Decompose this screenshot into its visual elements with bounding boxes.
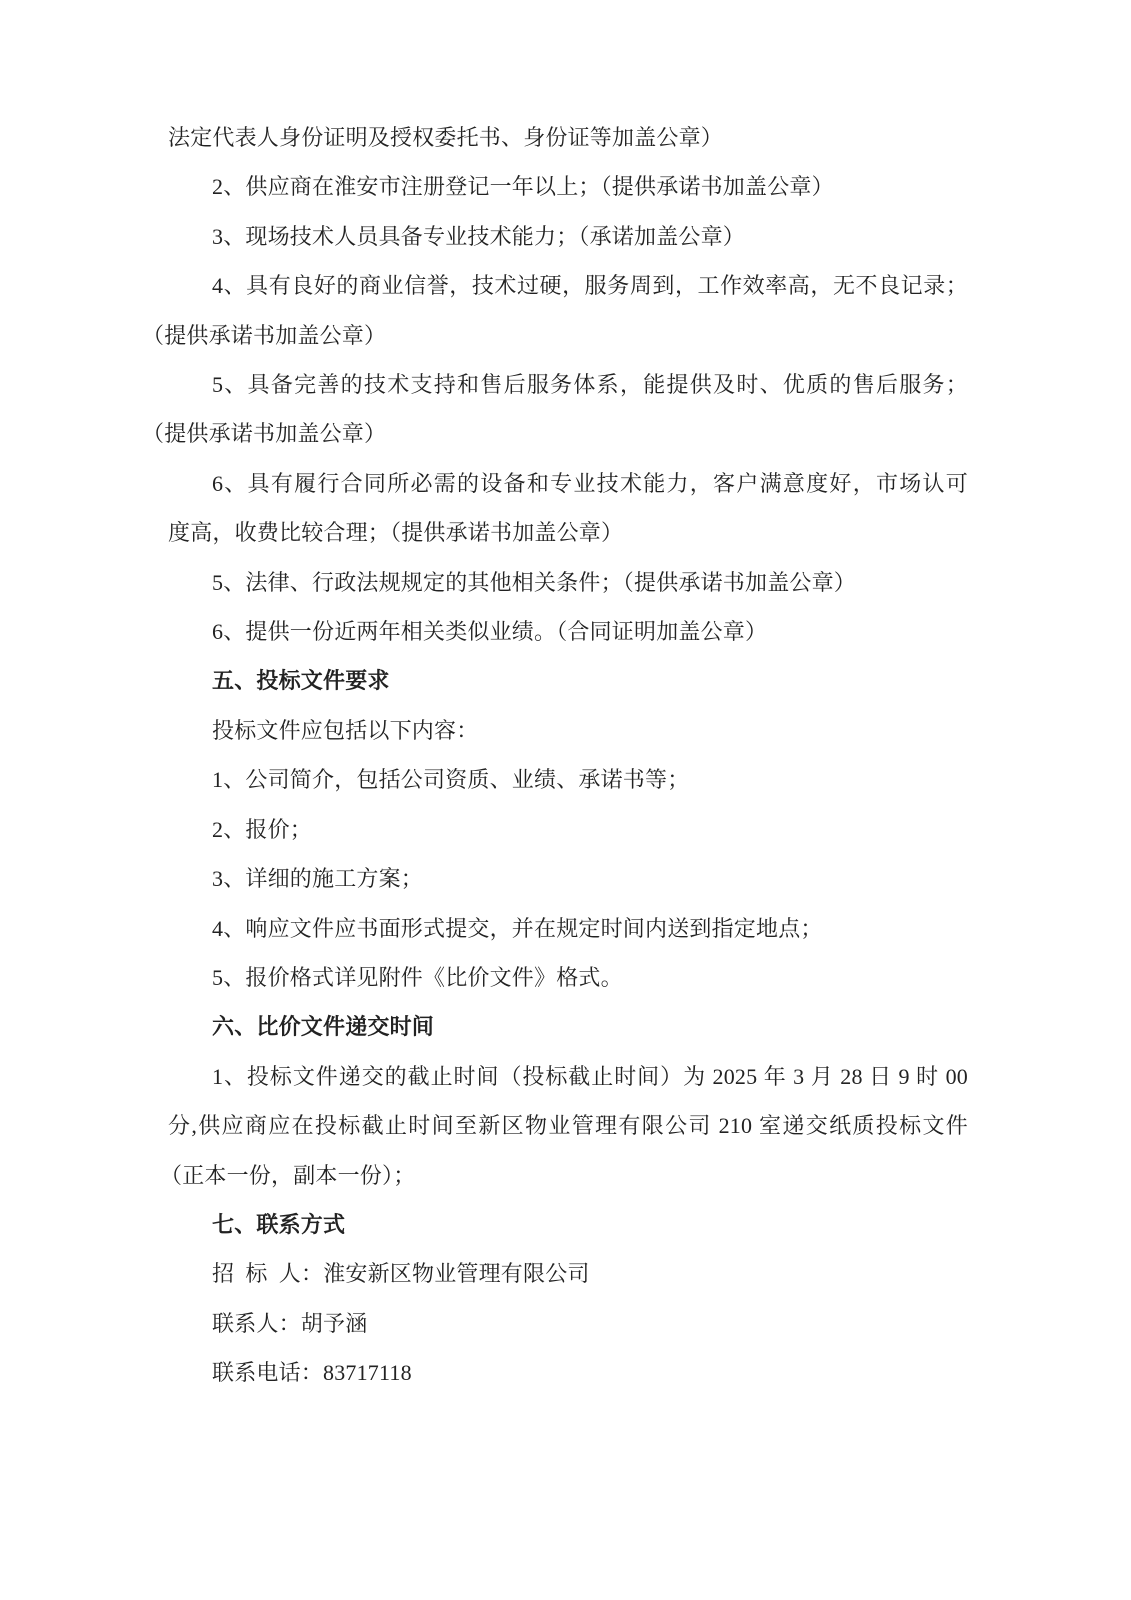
paragraph-line: 5、具备完善的技术支持和售后服务体系，能提供及时、优质的售后服务； [212,372,968,398]
paragraph-line: 招 标 人：淮安新区物业管理有限公司 [212,1261,590,1287]
paragraph-line: 度高，收费比较合理；（提供承诺书加盖公章） [168,520,624,546]
paragraph-line: 2、报价； [212,816,313,842]
paragraph-line: 4、具有良好的商业信誉，技术过硬，服务周到，工作效率高，无不良记录； [212,273,968,299]
paragraph-line: 4、响应文件应书面形式提交，并在规定时间内送到指定地点； [212,915,823,941]
paragraph-line: （提供承诺书加盖公章） [142,322,387,348]
paragraph-line: 1、投标文件递交的截止时间（投标截止时间）为 2025 年 3 月 28 日 9 时 00 [212,1063,968,1089]
section-heading: 七、联系方式 [212,1211,346,1237]
paragraph-line: 6、提供一份近两年相关类似业绩。（合同证明加盖公章） [212,619,768,645]
paragraph-line: 法定代表人身份证明及授权委托书、身份证等加盖公章） [168,125,724,150]
paragraph-line: 3、现场技术人员具备专业技术能力；（承诺加盖公章） [212,223,746,249]
paragraph-line: （正本一份，副本一份）； [160,1162,416,1188]
paragraph-line: 1、公司简介，包括公司资质、业绩、承诺书等； [212,767,690,793]
paragraph-line: 联系人：胡予涵 [212,1310,368,1336]
document-body [142,113,968,1398]
paragraph-line: 2、供应商在淮安市注册登记一年以上；（提供承诺书加盖公章） [212,174,834,200]
section-heading: 六、比价文件递交时间 [212,1014,435,1040]
paragraph-line: 联系电话：83717118 [212,1360,412,1386]
paragraph-line: 6、具有履行合同所必需的设备和专业技术能力，客户满意度好，市场认可 [212,470,968,496]
paragraph-line: 分,供应商应在投标截止时间至新区物业管理有限公司 210 室递交纸质投标文件 [168,1113,968,1139]
section-heading: 五、投标文件要求 [212,668,390,694]
paragraph-line: 5、报价格式详见附件《比价文件》格式。 [212,964,623,990]
paragraph-line: 投标文件应包括以下内容： [212,717,479,743]
paragraph-line: 3、详细的施工方案； [212,866,424,892]
paragraph-line: 5、法律、行政法规规定的其他相关条件；（提供承诺书加盖公章） [212,569,857,595]
paragraph-line: （提供承诺书加盖公章） [142,421,387,447]
